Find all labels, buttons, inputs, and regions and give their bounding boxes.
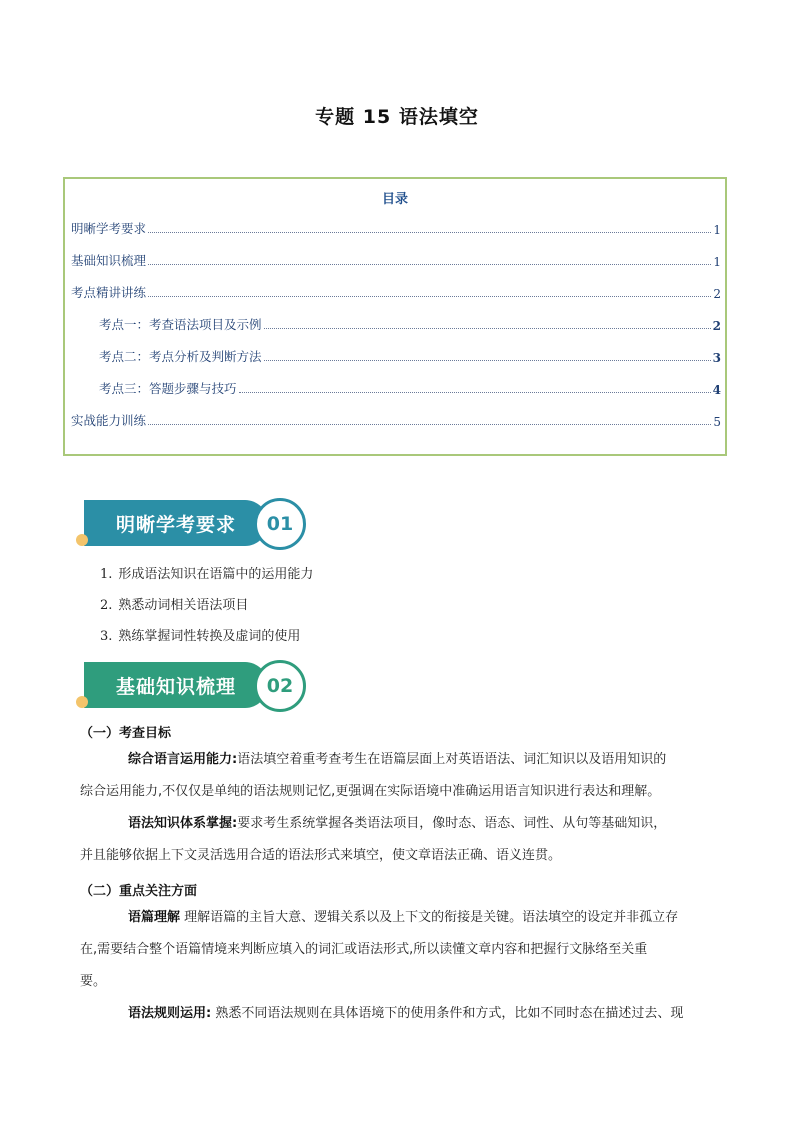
toc-entry-label: 考点三：答题步骤与技巧: [99, 381, 237, 396]
toc-entry-page: 5: [713, 415, 721, 429]
toc-entry[interactable]: [71, 411, 721, 429]
toc-entry-label: 明晰学考要求: [71, 221, 147, 236]
paragraph-language-ability: 综合语言运用能力:语法填空着重考查考生在语篇层面上对英语语法、词汇知识以及语用知识的 综合运用能力,不仅仅是单纯的语法规则记忆,更强调在实际语境中准确运用语言知识进行表达和理解。: [80, 752, 667, 799]
toc-entry-label: 实战能力训练: [71, 413, 147, 428]
toc-entry[interactable]: [71, 283, 721, 301]
toc-heading: 目录: [381, 192, 408, 207]
paragraph-grammar-system: 语法知识体系掌握:要求考生系统掌握各类语法项目，像时态、语态、词性、从句等基础知识， 并且能够依据上下文灵活选用合适的语法形式来填空，使文章语法正确、语义连贯。: [80, 816, 667, 863]
toc-leader-dots: [264, 327, 711, 329]
section-number-badge: 02: [254, 660, 306, 712]
toc-entry[interactable]: [99, 379, 721, 397]
toc-entry-page: 1: [713, 223, 721, 237]
toc-entry-label: 考点二：考点分析及判断方法: [99, 349, 262, 364]
toc-entry[interactable]: [71, 251, 721, 269]
toc-leader-dots: [239, 391, 711, 393]
toc-entry-label: 基础知识梳理: [71, 253, 147, 268]
toc-entry-label: 考点一：考查语法项目及示例: [99, 317, 262, 332]
toc-leader-dots: [148, 231, 711, 233]
toc-leader-dots: [148, 295, 711, 297]
toc-entry-page: 4: [712, 383, 721, 397]
toc-entry[interactable]: [99, 315, 721, 333]
toc-entry-page: 1: [713, 255, 721, 269]
section-banner-title: 基础知识梳理: [84, 662, 268, 708]
toc-entry-page: 2: [712, 319, 721, 333]
section-banner-title: 明晰学考要求: [84, 500, 268, 546]
decorative-dot: [76, 534, 88, 546]
toc-entry[interactable]: [71, 219, 721, 237]
table-of-contents: [63, 177, 727, 456]
list-item: 2. 熟悉动词相关语法项目: [100, 598, 249, 613]
toc-entry-page: 2: [713, 287, 721, 301]
toc-entry-page: 3: [712, 351, 721, 365]
section-number-badge: 01: [254, 498, 306, 550]
paragraph-discourse: 语篇理解 理解语篇的主旨大意、逻辑关系以及上下文的衔接是关键。语法填空的设定并非孤立存 在,需要结合整个语篇情境来判断应填入的词汇或语法形式,所以读懂文章内容和把握行文脉络至关重 要。: [80, 910, 679, 989]
toc-entry[interactable]: [99, 347, 721, 365]
toc-entry-label: 考点精讲讲练: [71, 285, 147, 300]
list-item: 1. 形成语法知识在语篇中的运用能力: [100, 567, 314, 582]
toc-leader-dots: [148, 263, 711, 265]
toc-leader-dots: [264, 359, 711, 361]
list-item: 3. 熟练掌握词性转换及虚词的使用: [100, 629, 301, 644]
subheading-focus: （二）重点关注方面: [80, 884, 198, 899]
decorative-dot: [76, 696, 88, 708]
page-title: 专题 15 语法填空: [315, 106, 479, 128]
toc-leader-dots: [148, 423, 711, 425]
paragraph-grammar-rules: 语法规则运用: 熟悉不同语法规则在具体语境下的使用条件和方式，比如不同时态在描述过去、现: [128, 1006, 684, 1021]
subheading-objectives: （一）考查目标: [80, 726, 172, 741]
